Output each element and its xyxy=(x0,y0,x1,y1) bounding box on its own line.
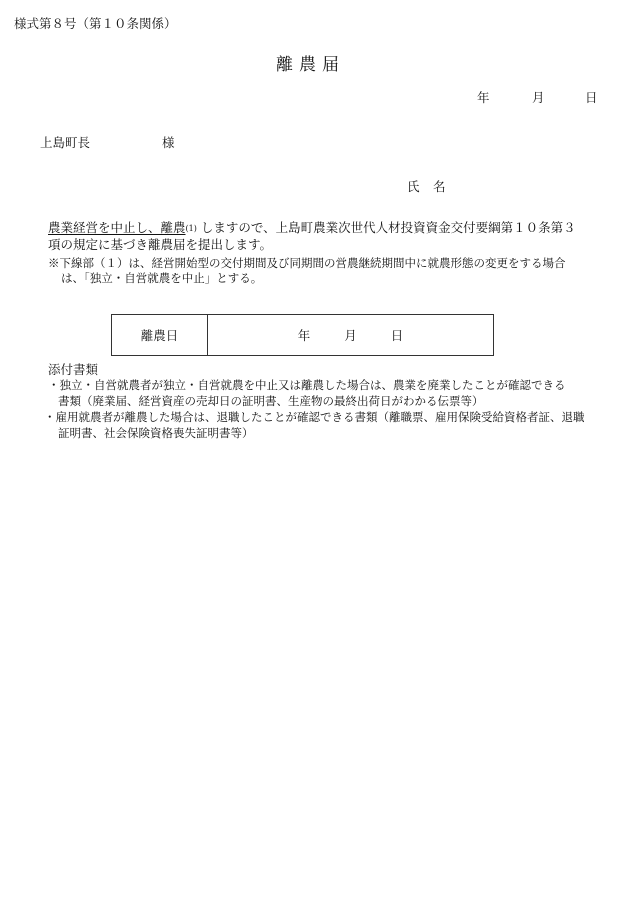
attachment-item-1-line-1: ・独立・自営就農者が独立・自営就農を中止又は離農した場合は、農業を廃業したことが確認できる xyxy=(48,378,566,392)
farm-exit-date-field xyxy=(208,315,494,356)
attachment-item-2-line-1: ・雇用就農者が離農した場合は、退職したことが確認できる書類（離職票、雇用保険受給資格者証、退職 xyxy=(44,410,585,424)
addressee-name: 上島町長 xyxy=(40,135,91,150)
farm-exit-date-table xyxy=(111,314,494,356)
body-text-line-2: 項の規定に基づき離農届を提出します。 xyxy=(48,237,273,252)
date-day-label: 日 xyxy=(585,90,598,105)
addressee-honorific: 様 xyxy=(162,135,175,150)
note-line-1: ※下線部（１）は、経営開始型の交付期間及び同期間の営農継続期間中に就農形態の変更をする場合 xyxy=(48,256,566,270)
attachment-item-1-line-2: 書類（廃業届、経営資産の売却日の証明書、生産物の最終出荷日がわかる伝票等） xyxy=(58,394,484,408)
body-line-1-rest: しますので、上島町農業次世代人材投資資金交付要綱第１０条第３ xyxy=(196,220,576,235)
document-title: 離農届 xyxy=(276,55,345,75)
body-text-line-1 xyxy=(48,220,576,237)
attachment-item-2-line-2: 証明書、社会保険資格喪失証明書等） xyxy=(58,426,254,440)
farm-exit-date-label: 離農日 xyxy=(112,315,208,356)
attachments-heading: 添付書類 xyxy=(48,362,99,377)
exit-date-day: 日 xyxy=(390,328,404,343)
date-year-label: 年 xyxy=(477,90,490,105)
applicant-shi-label: 氏 xyxy=(407,179,420,194)
applicant-mei-label: 名 xyxy=(433,179,446,194)
exit-date-year: 年 xyxy=(297,328,311,343)
date-month-label: 月 xyxy=(532,90,545,105)
footnote-marker: (1) xyxy=(185,224,197,233)
form-number: 様式第８号（第１０条関係） xyxy=(14,16,177,31)
note-line-2: は、「独立・自営就農を中止」とする。 xyxy=(61,271,263,285)
exit-date-month: 月 xyxy=(344,328,357,343)
underlined-phrase: 農業経営を中止し、離農 xyxy=(48,220,186,235)
